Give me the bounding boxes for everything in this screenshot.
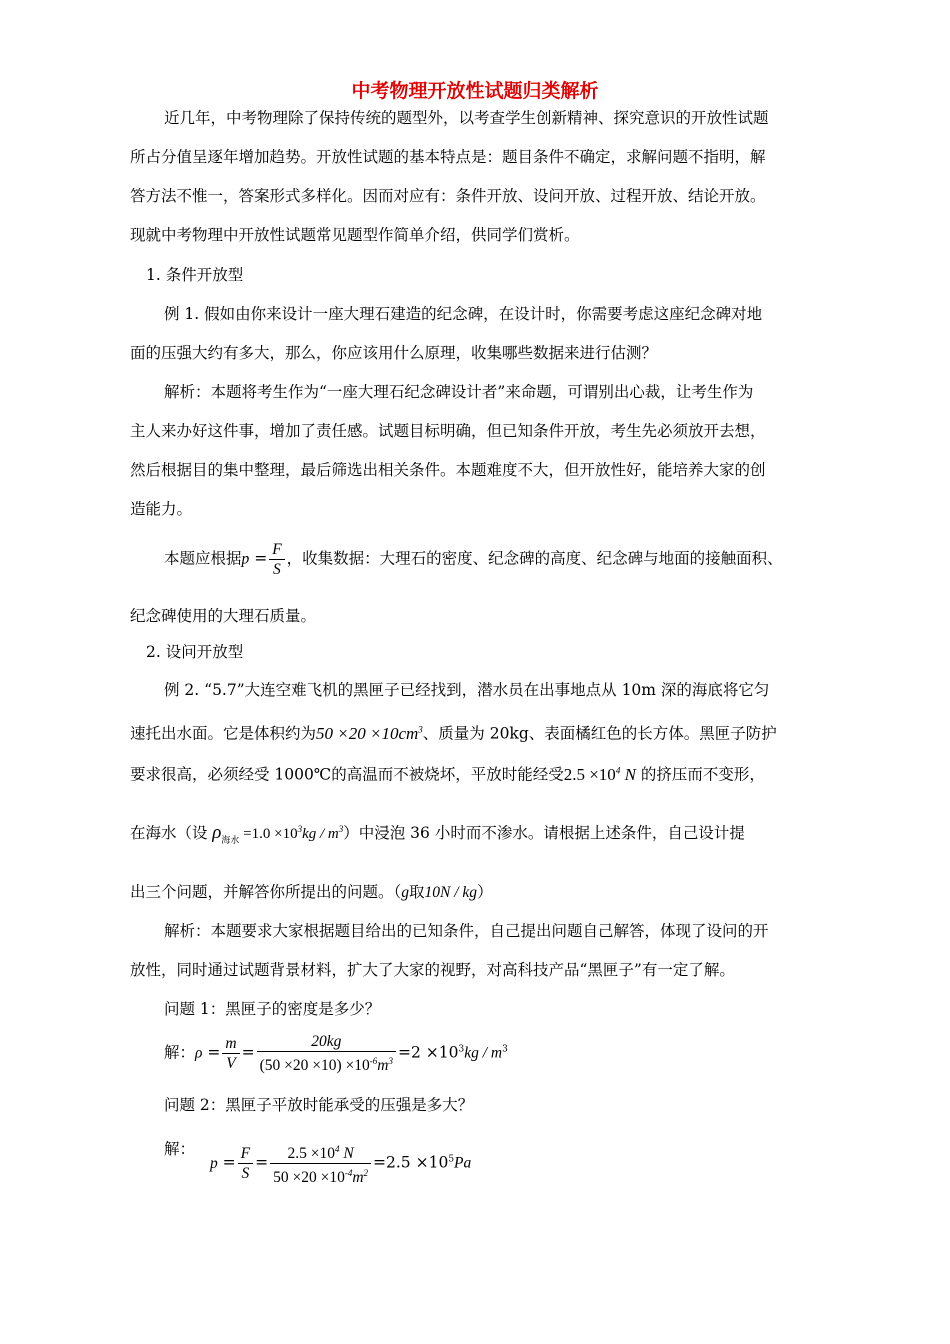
intro-line-1: 近几年，中考物理除了保持传统的题型外，以考查学生创新精神、探究意识的开放性试题 [164, 109, 769, 127]
intro-line-3: 答方法不惟一，答案形式多样化。因而对应有：条件开放、设问开放、过程开放、结论开放。 [130, 187, 766, 205]
pressure-solution: 解： p = $\frac{F}{S}$ = $\frac{2.5 \times 10^4 N}{50 \times 20 \times 10^{-4}m^2}$ $=2.5 \times 10^5Pa$ [164, 1139, 472, 1187]
ex5-close: ） [477, 883, 493, 901]
ex5-take: 取 [409, 883, 425, 901]
solution-label: 解： [164, 1043, 196, 1062]
formula-p: p [241, 550, 250, 568]
section-2-heading: 2. 设问开放型 [146, 643, 244, 661]
intro-line-4: 现就中考物理中开放性试题常见题型作简单介绍，供同学们赏析。 [130, 226, 580, 244]
ex3-text: 要求很高，必须经受 1000℃的高温而不被烧坏，平放时能经受 [130, 765, 564, 784]
ex4-text-b: ）中浸泡 36 小时而不渗水。请根据上述条件，自己设计提 [343, 824, 745, 842]
force-expression: $2.5 \times 10^4$ N [563, 764, 636, 784]
ex2-text-b: 、质量为 20kg、表面橘红色的长方体。黑匣子防护 [422, 724, 777, 743]
analysis-1-line-1: 解析：本题将考生作为“一座大理石纪念碑设计者”来命题，可谓别出心裁，让考生作为 [164, 383, 754, 401]
analysis-2-line-1: 解析：本题要求大家根据题目给出的已知条件，自己提出问题自己解答，体现了设问的开 [164, 922, 769, 940]
formula-prefix: 本题应根据 [164, 549, 242, 568]
ex2-text: 速托出水面。它是体积约为 [130, 724, 317, 743]
ex3-text-b: 的挤压而不变形， [640, 765, 765, 784]
example-2-line-3 [130, 760, 830, 785]
analysis-1-line-4: 造能力。 [130, 500, 193, 518]
g-symbol: g [401, 884, 410, 901]
analysis-2-line-2: 放性，同时通过试题背景材料，扩大了大家的视野，对高科技产品“黑匣子”有一定了解。 [130, 961, 735, 979]
example-2-line-2 [130, 719, 830, 744]
density-solution: 解：ρ = $\frac{m}{V}$ = $\frac{20kg}{(50 \times 20 \times 10) \times 10^{-6}m^3}$ $=2 \times 10^3kg / m^3$ [164, 1033, 508, 1075]
analysis-1-line-2: 主人来办好这件事，增加了责任感。试题目标明确，但已知条件开放，考生先必须放开去想， [130, 422, 766, 440]
analysis-1-line-3: 然后根据目的集中整理，最后筛选出相关条件。本题难度不大，但开放性好，能培养大家的创 [130, 461, 766, 479]
formula-suffix: ，收集数据：大理石的密度、纪念碑的高度、纪念碑与地面的接触面积、 [286, 549, 783, 568]
document-title: 中考物理开放性试题归类解析 [351, 80, 599, 102]
ex4-text: 在海水（设 [130, 824, 208, 842]
example-1-line-1: 例 1. 假如由你来设计一座大理石建造的纪念碑，在设计时，你需要考虑这座纪念碑对地 [164, 305, 763, 323]
question-2: 问题 2：黑匣子平放时能承受的压强是多大？ [164, 1096, 474, 1114]
question-1: 问题 1：黑匣子的密度是多少？ [164, 1000, 381, 1018]
pressure-formula-line: 本题应根据p = $\frac{F}{S}$ ，收集数据：大理石的密度、纪念碑的高度、纪念碑与地面的接触面积、 [164, 541, 783, 578]
density-expression: $\rho_{海水} =1.0 \times 10^3kg / m^3$ [207, 822, 344, 845]
example-2-line-5 [130, 882, 830, 903]
example-2-line-4 [130, 819, 830, 850]
volume-expression: $50 \times 20 \times 10cm^3$ [316, 723, 423, 743]
intro-line-2: 所占分值呈逐年增加趋势。开放性试题的基本特点是：题目条件不确定，求解问题不指明，解 [130, 148, 766, 166]
g-value: 10N / kg [424, 884, 478, 901]
formula-tail: 纪念碑使用的大理石质量。 [130, 607, 317, 625]
example-2-line-1: 例 2. “5.7”大连空难飞机的黑匣子已经找到，潜水员在出事地点从 10m 深的海底将它匀 [164, 681, 770, 699]
section-1-heading: 1. 条件开放型 [146, 266, 244, 284]
solution-label-2: 解： [164, 1139, 196, 1158]
example-1-line-2: 面的压强大约有多大，那么，你应该用什么原理，收集哪些数据来进行估测？ [130, 344, 658, 362]
fraction-f-over-s: $\frac{F}{S}$ [269, 540, 284, 579]
ex5-text: 出三个问题，并解答你所提出的问题。（ [130, 883, 402, 901]
